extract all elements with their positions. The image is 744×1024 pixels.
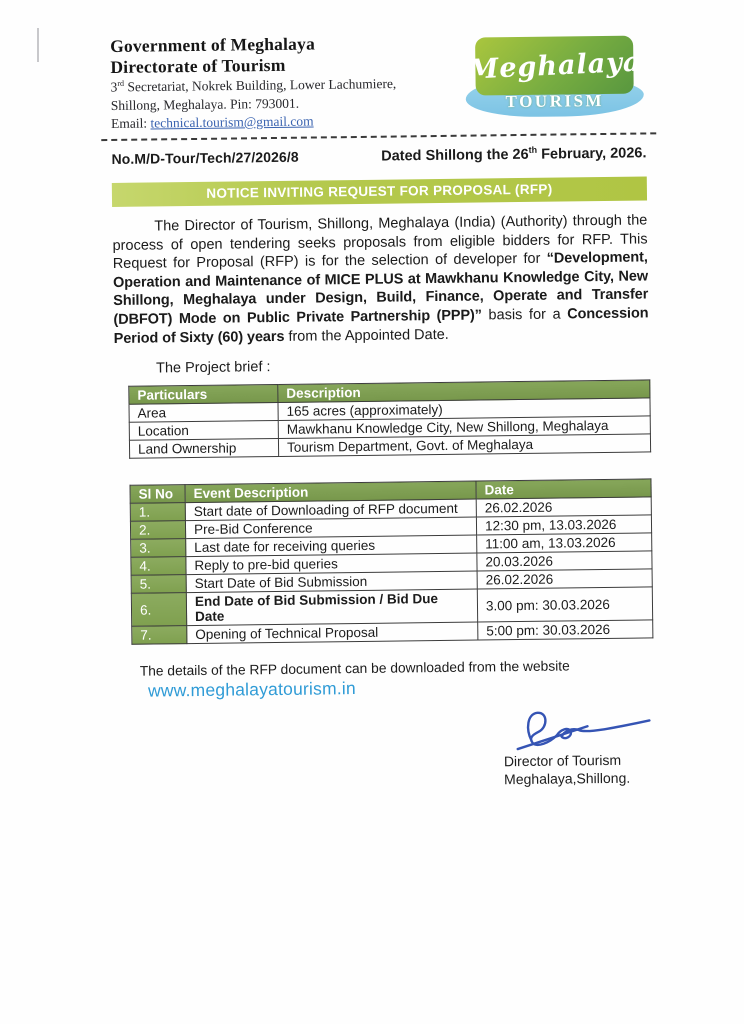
document-content [110, 29, 654, 793]
notice-banner: NOTICE INVITING REQUEST FOR PROPOSAL (RFP) [112, 176, 647, 207]
designation-line2: Meghalaya,Shillong. [504, 769, 631, 787]
cell-event: Opening of Technical Proposal [187, 622, 478, 644]
cell-event: Reply to pre-bid queries [186, 553, 477, 575]
header-sl-no: Sl No [130, 485, 185, 504]
org-name-line2: Directorate of Tourism [110, 54, 286, 77]
cell-sl-no: 1. [130, 503, 185, 522]
paragraph-text: basis for a [481, 306, 568, 324]
cell-date: 11:00 am, 13.03.2026 [477, 533, 652, 553]
project-title-bold: “Development, Operation and Maintenance of MICE PLUS at Mawkhanu Knowledge City, New Shillong, Meghalaya under Design, Build, Finance, Operate and Transfer (DBFOT) Mode on Public Private Partnership (PPP)” [112, 249, 649, 328]
email-line [111, 113, 397, 132]
address-rest: Secretariat, Nokrek Building, Lower Lachumiere, [124, 76, 397, 95]
paragraph-text: The Director of Tourism, Shillong, Meghalaya (India) (Authority) through the process of open tendering seeks proposals from eligible bidders for RFP. This Request for Proposal (RFP) is for the selection of developer for [112, 212, 648, 273]
cell-date: 3.00 pm: 30.03.2026 [477, 587, 652, 622]
scan-artifact-line [37, 28, 39, 62]
cell-date: 5:00 pm: 30.03.2026 [478, 620, 653, 640]
bid-schedule-table [129, 479, 653, 645]
cell-sl-no: 4. [131, 557, 186, 576]
cell-event: Start Date of Bid Submission [186, 571, 477, 593]
address-line1 [111, 76, 397, 96]
org-name-line1: Government of Meghalaya [110, 33, 316, 56]
cell-sl-no: 5. [131, 575, 186, 594]
cell-date: 12:30 pm, 13.03.2026 [476, 515, 651, 535]
designation-line1: Director of Tourism [503, 751, 622, 770]
header-date: Date [476, 479, 651, 499]
email-label: Email: [110, 115, 151, 132]
cell-particulars: Land Ownership [129, 439, 278, 459]
address-ordinal: rd [117, 79, 125, 89]
signature-ink [509, 703, 660, 753]
cell-date: 26.02.2026 [477, 569, 652, 589]
logo-tagline: TOURISM [505, 90, 605, 112]
cell-particulars: Area [129, 403, 278, 423]
cell-event: Pre-Bid Conference [185, 517, 476, 539]
intro-paragraph [112, 211, 649, 348]
address-number: 3 [110, 79, 118, 95]
download-info-text: The details of the RFP document can be downloaded from the website [139, 658, 570, 679]
header-description: Description [278, 380, 650, 403]
project-brief-label: The Project brief : [155, 359, 271, 377]
project-brief-table [128, 380, 651, 459]
letterhead [110, 29, 646, 132]
date-prefix: Dated Shillong the 26 [381, 146, 529, 165]
cell-particulars: Location [129, 421, 278, 441]
cell-sl-no: 6. [131, 593, 186, 627]
email-link[interactable]: technical.tourism@gmail.com [150, 113, 314, 131]
dashed-separator [101, 132, 656, 141]
paragraph-text: from the Appointed Date. [284, 326, 449, 345]
header-particulars: Particulars [129, 385, 278, 405]
cell-description: Tourism Department, Govt. of Meghalaya [278, 434, 650, 457]
signature-block [503, 703, 664, 788]
cell-date: 26.02.2026 [476, 497, 651, 517]
cell-description: 165 acres (approximately) [278, 398, 650, 421]
concession-period-bold: Concession Period of Sixty (60) years [113, 305, 649, 347]
reference-number: No.M/D-Tour/Tech/27/2026/8 [111, 148, 299, 167]
cell-sl-no: 7. [132, 626, 187, 645]
date-ordinal: th [528, 144, 538, 156]
cell-date: 20.03.2026 [477, 551, 652, 571]
header-event-description: Event Description [185, 481, 476, 503]
cell-event: Last date for receiving queries [186, 535, 477, 557]
cell-sl-no: 2. [130, 521, 185, 540]
website-link[interactable]: www.meghalayatourism.in [147, 678, 356, 701]
address-line2: Shillong, Meghalaya. Pin: 793001. [110, 95, 300, 113]
cell-event: End Date of Bid Submission / Bid Due Date [186, 589, 477, 626]
reference-row [111, 144, 646, 168]
cell-description: Mawkhanu Knowledge City, New Shillong, Meghalaya [278, 416, 650, 439]
date-suffix: February, 2026. [537, 145, 647, 163]
logo-green-plate [467, 36, 642, 96]
document-date [381, 144, 646, 165]
cell-sl-no: 3. [131, 539, 186, 558]
letterhead-text [110, 33, 397, 133]
cell-event: Start date of Downloading of RFP document [185, 499, 476, 521]
logo-wordmark: Meghalaya [467, 46, 642, 86]
meghalaya-tourism-logo [465, 35, 644, 119]
